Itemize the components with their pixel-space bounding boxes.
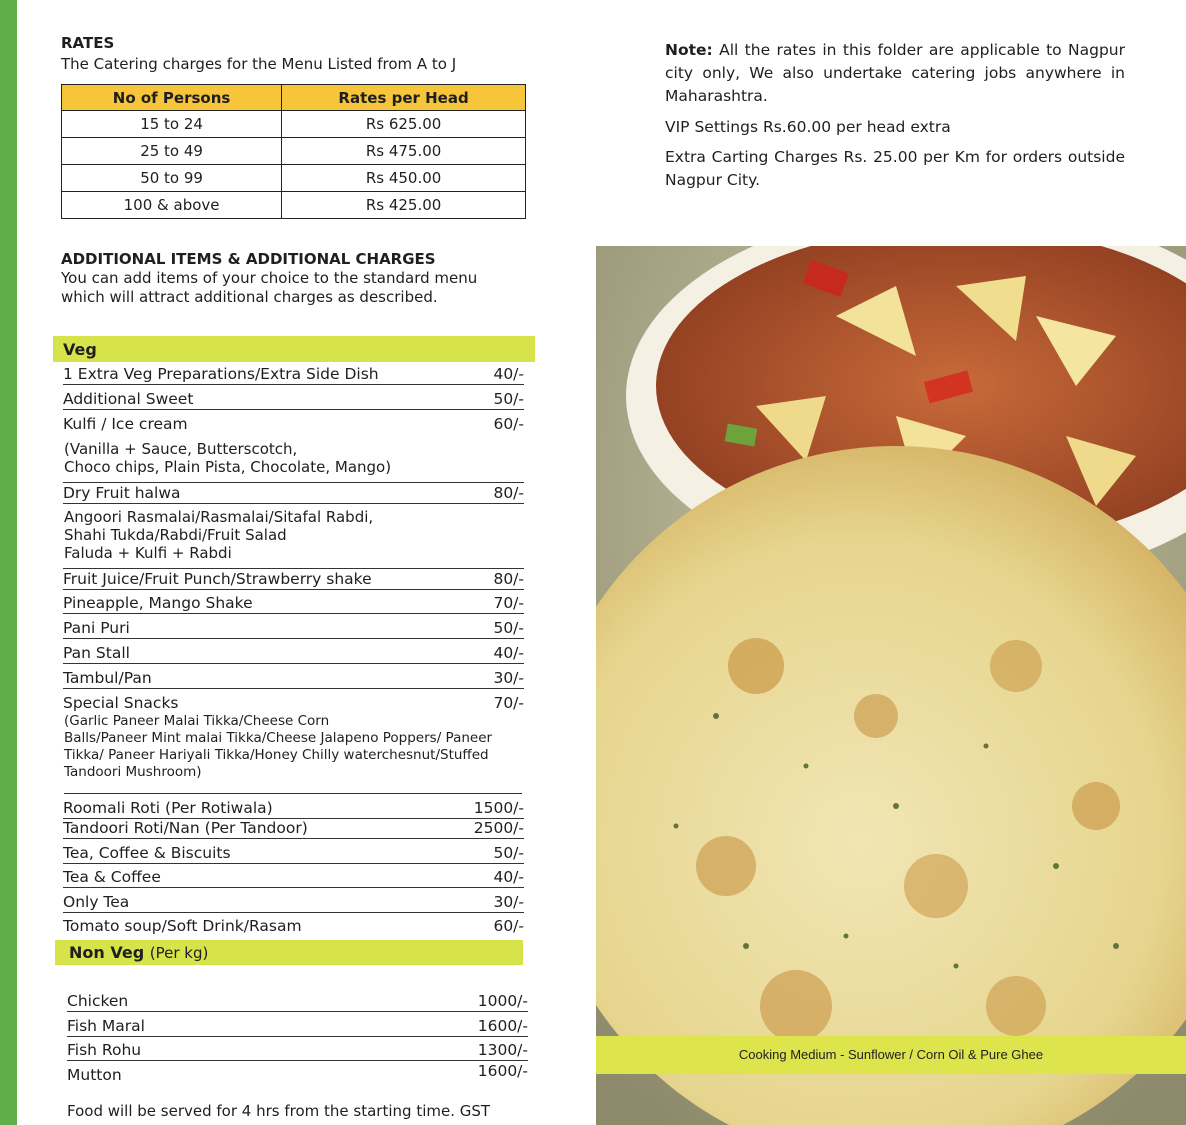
food-photo [596,246,1186,1125]
persons-cell: 15 to 24 [62,111,282,138]
item-name: Mutton [67,1066,122,1084]
list-item [63,482,524,504]
list-item [63,799,524,819]
list-item [63,568,524,590]
item-price: 50/- [493,390,524,408]
item-name: 1 Extra Veg Preparations/Extra Side Dish [63,365,379,383]
item-name: Roomali Roti (Per Rotiwala) [63,799,273,817]
list-item [63,819,524,839]
list-item [63,414,524,434]
nonveg-heading-band [55,940,523,965]
item-name: Tea, Coffee & Biscuits [63,844,231,862]
rate-cell: Rs 450.00 [282,165,526,192]
item-name: Special Snacks [63,694,179,712]
item-price: 40/- [493,868,524,886]
nonveg-heading: Non Veg [69,943,145,962]
item-price: 40/- [493,644,524,662]
rate-cell: Rs 425.00 [282,192,526,219]
list-item [63,364,524,385]
sweets-list [64,508,514,562]
item-name: Dry Fruit halwa [63,484,181,502]
item-price: 2500/- [473,819,524,837]
rates-subtitle: The Catering charges for the Menu Listed from A to J [61,55,457,73]
description-line: Tikka/ Paneer Hariyali Tikka/Honey Chilly waterchesnut/Stuffed [64,747,489,763]
table-row [62,138,526,165]
item-price: 1600/- [477,1017,528,1035]
note-label: Note: [665,41,713,59]
description-line: Choco chips, Plain Pista, Chocolate, Mango) [64,458,392,476]
kulfi-flavours [64,440,514,476]
rates-title: RATES [61,34,115,52]
item-price: 70/- [493,694,524,712]
cooking-medium-caption: Cooking Medium - Sunflower / Corn Oil & Pure Ghee [596,1036,1186,1074]
note-paragraph [665,39,1125,108]
list-item [63,618,524,639]
list-item [63,843,524,864]
persons-cell: 100 & above [62,192,282,219]
item-name: Tandoori Roti/Nan (Per Tandoor) [63,819,308,837]
description-line: Faluda + Kulfi + Rabdi [64,544,232,562]
item-name: Tea & Coffee [63,868,161,886]
item-name: Fish Maral [67,1017,145,1035]
column-header-persons: No of Persons [62,85,282,111]
list-item [63,693,524,713]
additional-charges-description: You can add items of your choice to the standard menu which will attract additional charges as described. [61,269,478,306]
item-price: 1600/- [477,1062,528,1080]
item-price: 1300/- [477,1041,528,1059]
item-price: 50/- [493,619,524,637]
item-name: Pineapple, Mango Shake [63,594,253,612]
list-item [67,1016,528,1037]
rates-table-header [62,85,526,111]
item-price: 70/- [493,594,524,612]
rate-cell: Rs 475.00 [282,138,526,165]
list-item [63,916,524,936]
rate-cell: Rs 625.00 [282,111,526,138]
item-price: 1500/- [473,799,524,817]
list-item [67,991,528,1012]
list-item [63,867,524,888]
veg-heading-band [53,336,535,362]
green-side-strip [0,0,17,1125]
food-illustration [596,246,1186,1125]
item-price: 40/- [493,365,524,383]
description-line: Shahi Tukda/Rabdi/Fruit Salad [64,526,287,544]
nonveg-unit-note: (Per kg) [149,944,209,962]
table-row [62,192,526,219]
item-price: 50/- [493,844,524,862]
description-line: Angoori Rasmalai/Rasmalai/Sitafal Rabdi, [64,508,374,526]
table-row [62,165,526,192]
item-name: Chicken [67,992,129,1010]
list-item [67,1062,528,1085]
item-name: Pan Stall [63,644,130,662]
item-price: 30/- [493,669,524,687]
item-name: Tambul/Pan [63,669,152,687]
item-price: 60/- [493,415,524,433]
list-item [63,593,524,614]
item-name: Kulfi / Ice cream [63,415,188,433]
item-name: Additional Sweet [63,390,194,408]
item-price: 30/- [493,893,524,911]
list-item [63,389,524,410]
persons-cell: 50 to 99 [62,165,282,192]
item-name: Tomato soup/Soft Drink/Rasam [63,917,302,935]
additional-charges-title: ADDITIONAL ITEMS & ADDITIONAL CHARGES [61,250,436,268]
persons-cell: 25 to 49 [62,138,282,165]
footer-note: Food will be served for 4 hrs from the starting time. GST [67,1102,491,1120]
table-row [62,111,526,138]
item-name: Fish Rohu [67,1041,142,1059]
vip-settings-note: VIP Settings Rs.60.00 per head extra [665,118,951,136]
item-price: 60/- [493,917,524,935]
description-line: Balls/Paneer Mint malai Tikka/Cheese Jalapeno Poppers/ Paneer [64,730,493,746]
list-item [63,668,524,689]
veg-heading: Veg [63,340,97,359]
list-item [63,892,524,913]
description-line: Tandoori Mushroom) [64,764,202,780]
item-price: 1000/- [477,992,528,1010]
column-header-rate: Rates per Head [282,85,526,111]
note-text: All the rates in this folder are applicable to Nagpur city only, We also undertake catering jobs anywhere in Maharashtra. [665,41,1125,105]
extra-charges-note: Extra Carting Charges Rs. 25.00 per Km for orders outside Nagpur City. [665,148,1125,189]
list-item [63,643,524,664]
item-name: Fruit Juice/Fruit Punch/Strawberry shake [63,570,372,588]
special-snacks-list [64,713,522,794]
description-line: (Vanilla + Sauce, Butterscotch, [64,440,298,458]
item-price: 80/- [493,570,524,588]
item-name: Pani Puri [63,619,130,637]
rates-table [61,84,526,219]
item-name: Only Tea [63,893,130,911]
description-line: (Garlic Paneer Malai Tikka/Cheese Corn [64,713,330,729]
item-price: 80/- [493,484,524,502]
list-item [67,1040,528,1061]
